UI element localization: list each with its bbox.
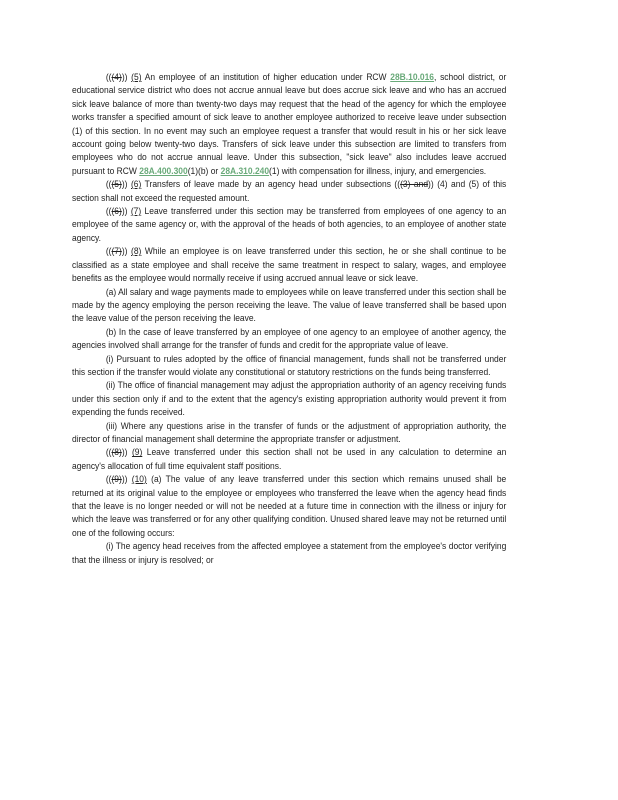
inserted-number: (5) (131, 72, 142, 82)
body-text: (a) The value of any leave transferred under this section which remains unused shall be returned at its original value to the employee or employees who transferred the leave when the agency head finds that the leave is no longer needed or will not be needed at a future time in connection with the illness or injury for which the leave was transferred or for any other qualifying condition. Unused shared leave may not be returned until one of the following occurs: (72, 474, 507, 538)
paragraph-subsection-8 (72, 245, 506, 285)
amend-close: )) (121, 179, 128, 190)
inserted-number: (8) (131, 246, 142, 257)
amend-open: (( (105, 474, 112, 485)
amend-open: (( (105, 246, 112, 257)
body-text: While an employee is on leave transferred under this section, he or she shall continue to be classified as a state employee and shall receive the same treatment in respect to salary, wages, and employee benefits as the employee would normally receive if using accrued annual leave or sick leave. (72, 246, 507, 284)
paragraph-8b-i: (i) Pursuant to rules adopted by the office of financial management, funds shall not be transferred under this section if the transfer would violate any constitutional or statutory restrictions on the funds being transferred. (72, 353, 507, 377)
body-text: (1)(b) or (187, 165, 221, 176)
amend-close: )) (121, 72, 128, 82)
paragraph-subsection-9 (72, 446, 506, 473)
deleted-number: (6) (111, 206, 122, 217)
deleted-number: (7) (111, 246, 122, 257)
body-text: Transfers of leave made by an agency head under subsections (141, 179, 395, 190)
paragraph-subsection-6 (72, 178, 506, 205)
amend-open: (( (105, 72, 112, 82)
amend-open: (( (394, 179, 401, 190)
amend-open: (( (105, 447, 112, 458)
amend-open: (( (105, 206, 112, 217)
amend-close: )) (121, 246, 128, 257)
rcw-link[interactable]: 28B.10.016 (390, 72, 435, 82)
rcw-link[interactable]: 28A.310.240 (220, 165, 270, 176)
deleted-number: (9) (111, 474, 122, 485)
deleted-text: (3) and (400, 179, 429, 190)
deleted-number: (4) (111, 72, 122, 82)
amend-close: )) (121, 474, 128, 485)
inserted-number: (7) (130, 206, 142, 217)
body-text: (4) and (5) of this section shall not exceed the requested amount. (72, 179, 507, 203)
deleted-number: (8) (111, 447, 122, 458)
paragraph-subsection-7 (72, 205, 506, 245)
paragraph-8a: (a) All salary and wage payments made to employees while on leave transferred under this section shall be made by the agency employing the person receiving the leave. The value of leave transferred shall be based upon the leave value of the person receiving the leave. (72, 286, 507, 324)
inserted-number: (10) (131, 474, 147, 485)
amend-open: (( (105, 179, 112, 190)
paragraph-subsection-5 (72, 71, 506, 178)
paragraph-8b: (b) In the case of leave transferred by an employee of one agency to an employee of another agency, the agencies involved shall arrange for the transfer of funds and credit for the appropriate value of leave. (72, 326, 507, 351)
rcw-link[interactable]: 28A.400.300 (139, 165, 188, 176)
paragraph-8b-ii: (ii) The office of financial management may adjust the appropriation authority of an agency receiving funds under this section only if and to the extent that the agency's existing appropriation authority would prevent it from expending the funds received. (72, 380, 507, 418)
document-page (72, 71, 506, 567)
body-text: (1) with compensation for illness, injury, and emergencies. (269, 165, 487, 176)
paragraph-8b-iii: (iii) Where any questions arise in the transfer of funds or the adjustment of appropriation authority, the director of financial management shall determine the appropriate transfer or adjustment. (72, 420, 507, 444)
body-text: An employee of an institution of higher education under RCW (141, 72, 391, 82)
body-text: Leave transferred under this section may be transferred from employees of one agency to an employee of the same agency or, with the approval of the heads of both agencies, to an employee of another state agency. (72, 206, 507, 243)
inserted-number: (9) (131, 447, 143, 458)
paragraph-10a-i: (i) The agency head receives from the affected employee a statement from the employee's doctor verifying that the illness or injury is resolved; or (72, 541, 507, 565)
paragraph-subsection-10 (72, 473, 506, 540)
body-text: Leave transferred under this section shall not be used in any calculation to determine an agency's allocation of full time equivalent staff positions. (72, 447, 507, 471)
inserted-number: (6) (130, 179, 142, 190)
body-text: , school district, or educational service district who does not accrue annual leave but does accrue sick leave and who has an accrued sick leave balance of more than twenty-two days may request that the head of the agency for which the employee works transfer a specified amount of sick leave to another employee authorized to receive leave under subsection (1) of this section. In no event may such an employee request a transfer that would result in his or her sick leave account going below twenty-two days. Transfers of sick leave under this subsection are limited to transfers from employees who do not accrue annual leave. Under this subsection, "sick leave" also includes leave accrued pursuant to RCW (72, 72, 507, 176)
amend-close: )) (121, 206, 128, 217)
deleted-number: (5) (111, 179, 122, 190)
amend-close: )) (121, 447, 128, 458)
amend-close: )) (428, 179, 434, 190)
